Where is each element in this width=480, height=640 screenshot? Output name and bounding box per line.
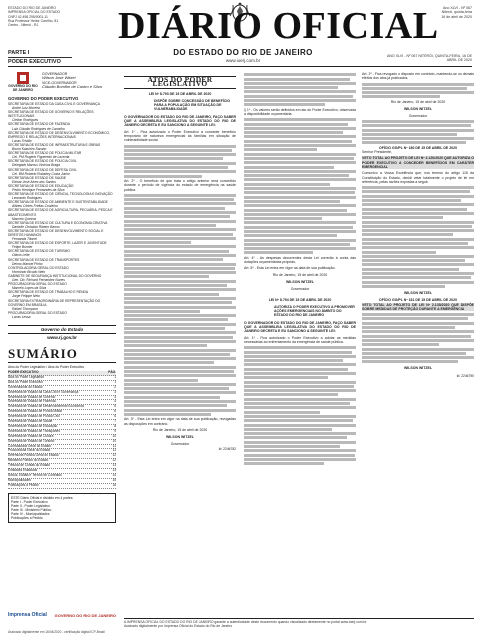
- table-of-contents: [8, 371, 116, 489]
- toc-page: 6: [114, 414, 116, 419]
- state-line: DO ESTADO DO RIO DE JANEIRO: [173, 48, 313, 57]
- secretariat-name: SECRETARIA DE ESTADO DE CIÊNCIA, TECNOLOGIA E INOVAÇÃO: [8, 192, 113, 197]
- salutation: Senhor Presidente,: [362, 150, 392, 155]
- toc-page: 10: [112, 438, 116, 443]
- toc-label: Secretaria de Estado de Governo: [8, 394, 56, 399]
- oficio-title: OFÍCIO GG/PL Nº 181 DE 15 DE ABRIL DE 2020: [378, 298, 458, 303]
- signer-title: Governador: [408, 114, 428, 119]
- secretariat-name: SECRETARIA DE ESTADO DA CASA CIVIL E GOVERNANÇA: [8, 102, 100, 106]
- toc-page: 3: [114, 389, 116, 394]
- website-url[interactable]: www.rj.gov.br: [47, 334, 77, 340]
- secretary-name: Delmo Manoel Pinho: [12, 261, 43, 266]
- toc-label: Controladoria Geral do Estado: [8, 443, 52, 448]
- toc-page: 11: [112, 448, 116, 453]
- website-label: Governo do Estado: [8, 325, 116, 334]
- secretariat-name: SECRETARIA DE ESTADO DE TRABALHO E RENDA: [8, 290, 89, 295]
- body-text-block: [362, 313, 474, 363]
- part-name: PODER EXECUTIVO: [8, 58, 61, 65]
- law-intro: O GOVERNADOR DO ESTADO DO RIO DE JANEIRO, FAÇO SABER QUE A ASSEMBLEIA LEGISLATIVA DO ESTADO DO RIO DE JANEIRO DECRETA E EU SANCIONO A SEGUINTE LEI:: [124, 114, 236, 128]
- secretary-name: Rafael Thompson: [12, 306, 39, 311]
- part-number: PARTE I: [8, 50, 30, 56]
- secretariat-list: [8, 102, 116, 319]
- secretary-name: Leonardo Rodrigues: [12, 196, 42, 201]
- secretariat-name: PROCURADORIA GERAL DO ESTADO: [8, 282, 67, 287]
- toc-page: 15: [112, 477, 116, 482]
- secretariat-name: GABINETE DE SEGURANÇA INSTITUCIONAL DO GOVERNO: [8, 273, 102, 278]
- footer-rule: [124, 618, 474, 619]
- signer-name: WILSON WITZEL: [404, 290, 432, 295]
- parte-item: Parte III - Ministério Público: [11, 508, 52, 512]
- secretary-name: Marcelo Queiroz: [12, 216, 37, 221]
- body-text-block: [244, 346, 356, 465]
- poder-title: GOVERNO DO PODER EXECUTIVO: [8, 96, 79, 101]
- secretariat-name: PROCURADORIA GERAL DO ESTADO: [8, 310, 67, 315]
- law-ementa: AUTORIZA O PODER EXECUTIVO A PROMOVER AÇÕES EMERGENCIAIS NO ÂMBITO DO ESTADO DO RIO DE JANEIRO: [274, 304, 355, 318]
- government-header: [8, 72, 116, 92]
- partes-box: [8, 493, 116, 524]
- toc-page: 2: [114, 384, 116, 389]
- parte-item: Publicações a Pedido: [11, 516, 43, 521]
- secretariat-name: SECRETARIA DE ESTADO DE TRANSPORTES: [8, 257, 80, 262]
- signer-name: WILSON WITZEL: [404, 107, 432, 112]
- column-4: [362, 72, 474, 378]
- secretariat-name: SECRETARIA DE ESTADO DE POLÍCIA CIVIL: [8, 159, 77, 164]
- secretary-name: Felipe Bornier: [12, 245, 33, 250]
- toc-page: 4: [114, 399, 116, 404]
- date-line: Rio de Janeiro, 15 de abril de 2020: [390, 99, 446, 104]
- right-info-line: Ano XLVI - Nº 067: [442, 6, 472, 10]
- parte-item: Parte I - Poder Executivo: [11, 499, 48, 504]
- toc-label: Secretaria de Estado de Polícia Civil: [8, 414, 60, 419]
- article: Art. 5º - Esta Lei entra em vigor na data de sua publicação.: [244, 266, 336, 271]
- toc-label: Ministério Público do Estado: [8, 458, 49, 463]
- toc-label: Atos do Poder Legislativo: [8, 374, 45, 379]
- secretariat-name: SECRETARIA DE ESTADO DE CULTURA E ECONOMIA CRIATIVA: [8, 220, 108, 225]
- vice-name: Cláudio Bomfim de Castro e Silva: [42, 84, 102, 90]
- secretary-name: Gen. Div. Richard Fernandez Nunes: [12, 278, 65, 283]
- signature-notice: Assinado digitalmente por Imprensa Oficial do Estado do Rio de Janeiro: [124, 624, 233, 629]
- secretary-name: Bruno Kazuhiro Sarubo: [12, 147, 47, 152]
- authenticity-notice: A IMPRENSA OFICIAL DO ESTADO DO RIO DE JANEIRO garante a autenticidade deste documento quando visualizado diretamente no portal www.ioerj.com.br: [124, 620, 367, 624]
- date-line: Rio de Janeiro, 15 de abril de 2020: [272, 272, 328, 277]
- secretary-name: Otávio Leite: [12, 253, 30, 258]
- masthead: [0, 0, 480, 65]
- law-title: LEI Nº 8.794 DE 15 DE ABRIL DE 2020: [268, 297, 332, 302]
- article: Art. 2º - Fica revogado o disposto em contrário, mantendo-se os demais efeitos dos atos já praticados.: [362, 72, 474, 81]
- signer-title: Governador: [290, 287, 310, 292]
- law-title: LEI Nº 8.793 DE 15 DE ABRIL DE 2020: [148, 91, 212, 96]
- secretariat-name: SECRETARIA DE ESTADO DE EDUCAÇÃO: [8, 183, 74, 188]
- vice-title: VICE-GOVERNADOR: [42, 80, 77, 85]
- secretariat-name: SECRETARIA DE ESTADO DE AMBIENTE E SUSTENTABILIDADE: [8, 200, 108, 205]
- secretariat-name: SECRETARIA EXTRAORDINÁRIA DE REPRESENTAÇÃO DO GOVERNO EM BRASÍLIA: [8, 298, 101, 307]
- toc-label: Procuradoria Geral do Estado: [8, 448, 51, 453]
- secretariat-name: SECRETARIA DE ESTADO DE DESENVOLVIMENTO SOCIAL E DIREITOS HUMANOS: [8, 228, 104, 237]
- toc-header-page: PÁG.: [108, 369, 116, 374]
- governor-name: Wilson José Witzel: [42, 75, 76, 81]
- toc-page: 1: [114, 379, 116, 384]
- site-url[interactable]: www.ioerj.com.br: [225, 58, 261, 63]
- sumario: [8, 346, 116, 523]
- secretariat-name: SECRETARIA DE ESTADO DE INFRAESTRUTURA E OBRAS: [8, 142, 101, 147]
- right-info-line: Niterói, quinta-feira: [441, 10, 472, 15]
- secretary-name: Luiz Cláudio Rodrigues de Carvalho: [12, 126, 65, 131]
- footer-notice: [124, 620, 474, 628]
- toc-page: 3: [114, 394, 116, 399]
- document-id: Id: 2246782: [218, 446, 236, 451]
- left-info-line: IMPRENSA OFICIAL DO ESTADO: [8, 10, 61, 15]
- toc-page: 12: [112, 458, 116, 463]
- masthead-rule: [8, 66, 472, 67]
- toc-label: Governadoria do Estado: [8, 384, 43, 389]
- column-2: [124, 72, 236, 451]
- governor-title: GOVERNADOR: [42, 72, 68, 76]
- right-info-line: 16 de abril de 2020: [441, 14, 472, 19]
- article: Art. 1º - Fica autorizado o Poder Executivo a conceder benefício temporário de natureza emergencial às famílias em situação de vulnerabilidade social.: [124, 129, 236, 143]
- toc-label: Secretaria de Estado de Cultura: [8, 433, 54, 438]
- body-text-block: [362, 186, 474, 288]
- left-column: [8, 72, 116, 612]
- veto-highlight: VETO TOTAL AO PROJETO DE LEI Nº 2.120/2020 QUE AUTORIZA O PODER EXECUTIVO A CONCEDER BENEFÍCIOS EM CARÁTER EMERGENCIAL: [362, 156, 474, 169]
- part-divider: [8, 57, 72, 58]
- secretariat-name: SECRETARIA DE ESTADO DE DESENVOLVIMENTO ECONÔMICO, EMPREGO E RELAÇÕES INTERNACIONAIS: [8, 130, 110, 139]
- toc-page: 16: [112, 482, 116, 487]
- secretary-name: Lucas Lessa: [12, 314, 31, 319]
- law-intro: O GOVERNADOR DO ESTADO DO RIO DE JANEIRO, FAÇO SABER QUE A ASSEMBLEIA LEGISLATIVA DO ESTADO DO RIO DE JANEIRO DECRETA E EU SANCIONO A SEGUINTE LEI:: [244, 320, 356, 334]
- toc-label: Secretaria de Estado de Desenvolvimento Econômico: [8, 404, 85, 409]
- secretariat-name: SECRETARIA DE ESTADO DE DEFESA CIVIL: [8, 167, 77, 172]
- secretary-name: Danielle Christian Ribeiro Barros: [12, 224, 60, 229]
- secretary-name: Lucas Tristão: [12, 138, 32, 143]
- secretary-name: Cel. BM Roberto Robadey Costa Junior: [12, 171, 70, 176]
- left-info-line: Rua Professor Heitor Carrilho, 81: [8, 18, 59, 23]
- masthead-title-block: [118, 5, 439, 48]
- secretariat-name: SECRETARIA DE ESTADO DE POLÍCIA MILITAR: [8, 151, 82, 156]
- left-info-line: ESTADO DO RIO DE JANEIRO: [8, 6, 56, 10]
- toc-label: Secretaria de Estado da Casa Civil e Governança: [8, 389, 79, 394]
- toc-header-label: PODER EXECUTIVO: [8, 369, 39, 374]
- signer-title: Governador: [170, 442, 190, 447]
- toc-page: 10: [112, 433, 116, 438]
- body-text-block: [362, 83, 474, 99]
- secretary-name: Hormindo Bicudo Neto: [12, 269, 46, 274]
- footer-logos: [8, 612, 116, 618]
- rj-logo-icon: [17, 72, 29, 84]
- signer-name: WILSON WITZEL: [404, 366, 432, 371]
- law-ementa: DISPÕE SOBRE CONCESSÃO DE BENEFÍCIO PARA A POPULAÇÃO EM SITUAÇÃO DE VULNERABILIDADE: [154, 98, 231, 112]
- document-id: Id: 2246790: [456, 373, 474, 378]
- masthead-left-info: [8, 6, 98, 65]
- toc-label: Entidades Estaduais: [8, 468, 38, 473]
- secretary-name: André Luiz Moreira: [12, 106, 40, 111]
- toc-row[interactable]: [8, 484, 116, 489]
- toc-label: Tribunal de Contas do Estado: [8, 463, 51, 468]
- body-text-block: [244, 118, 356, 254]
- toc-page: 6: [114, 409, 116, 414]
- toc-label: Secretaria de Estado de Saúde: [8, 419, 53, 424]
- toc-label: Atos do Poder Executivo: [8, 379, 43, 384]
- imprensa-oficial-logo: Imprensa Oficial: [8, 612, 47, 618]
- newspaper-title: DIÁRIO OFICIAL: [118, 5, 439, 47]
- secretariat-name: SECRETARIA DE ESTADO DE ESPORTE, LAZER E JUVENTUDE: [8, 241, 107, 246]
- toc-label: Secretaria de Estado de Transportes: [8, 428, 60, 433]
- toc-label: Secretaria de Estado de Turismo: [8, 438, 55, 443]
- article: Art. 1º - Fica autorizado o Poder Executivo a adotar as medidas necessárias ao enfrentamento da emergência de saúde pública.: [244, 335, 356, 344]
- masthead-right-info: [386, 6, 472, 63]
- article: Art. 2º - O benefício de que trata o artigo anterior será concedido durante o período de vigência do estado de emergência na saúde pública.: [124, 178, 236, 192]
- body-text-block: [124, 194, 236, 416]
- toc-label: Municipalidades: [8, 477, 31, 482]
- government-logo: [8, 72, 38, 92]
- toc-page: 5: [114, 404, 116, 409]
- article: Art. 3º - Esta Lei entra em vigor na data de sua publicação, revogadas as disposições em contrário.: [124, 417, 236, 426]
- section-heading: ATOS DO PODER LEGISLATIVO: [124, 76, 236, 89]
- column-3: [244, 72, 356, 467]
- secretariat-name: SECRETARIA DE ESTADO DE AGRICULTURA, PECUÁRIA, PESCA E ABASTECIMENTO: [8, 208, 113, 217]
- sumario-title: SUMÁRIO: [8, 346, 116, 363]
- body-text-block: [362, 120, 474, 144]
- parte-item: Parte II - Poder Legislativo: [11, 503, 50, 508]
- toc-page: 13: [112, 463, 116, 468]
- logo-label: GOVERNO DO RIO DE JANEIRO: [8, 84, 38, 92]
- sumario-intro: Atos do Poder Legislativo / Atos do Poder Executivo: [8, 364, 85, 369]
- body-text-block: [244, 73, 356, 106]
- signer-name: WILSON WITZEL: [286, 279, 314, 284]
- secretary-name: Pedro Henrique Fernandes da Silva: [12, 187, 65, 192]
- toc-page: 1: [114, 374, 116, 379]
- signer-name: WILSON WITZEL: [166, 435, 194, 440]
- toc-page: 13: [112, 468, 116, 473]
- veto-highlight: VETO TOTAL AO PROJETO DE LEI Nº 2.135/2020 QUE DISPÕE SOBRE MEDIDAS DE PROTEÇÃO DURANTE A EMERGÊNCIA: [362, 302, 474, 311]
- partes-title: ESTE Diário Oficial é dividido em 4 partes:: [11, 495, 74, 500]
- secretary-name: Jorge Felippe Neto: [12, 294, 40, 299]
- date-line: Rio de Janeiro, 15 de abril de 2020: [152, 427, 208, 432]
- toc-page: 14: [112, 473, 116, 477]
- article: Art. 4º - As despesas decorrentes desta Lei correrão à conta das dotações orçamentárias próprias.: [244, 255, 356, 265]
- secretariat-name: SECRETARIA DE ESTADO DE SAÚDE: [8, 175, 67, 180]
- secretariat-name: CONTROLADORIA GERAL DO ESTADO: [8, 265, 69, 270]
- secretariat-name: SECRETARIA DE ESTADO DE GOVERNO E RELAÇÕES INSTITUCIONAIS: [8, 110, 94, 119]
- toc-label: Avisos, Editais e Termos de Contratos: [8, 473, 62, 477]
- article-paragraph: § 1º - Os valores serão definidos em ato do Poder Executivo, observada a disponibilidade orçamentária.: [244, 107, 356, 116]
- part-label: [8, 50, 98, 65]
- parte-item: Parte IV - Municipalidades: [11, 512, 50, 517]
- secretariat-name: SECRETARIA DE ESTADO DE TURISMO: [8, 249, 70, 254]
- secretary-name: Delegado Marcus Vinícius Braga: [12, 163, 60, 168]
- secretary-name: Edmar José Alves dos Santos: [12, 179, 56, 184]
- left-info-line: CNPJ 42.498.295/0001-11: [8, 14, 48, 19]
- issue-line: ANO XLVI - Nº 067 NITERÓI, QUINTA-FEIRA, 16 DE ABRIL DE 2020: [386, 54, 472, 63]
- toc-label: Publicações a Pedido: [8, 482, 39, 487]
- toc-page: 11: [112, 443, 116, 448]
- toc-label: Secretaria de Estado de Fazenda: [8, 399, 56, 404]
- toc-page: 12: [112, 453, 116, 458]
- secretary-name: Marcelo Lopes da Silva: [12, 286, 47, 291]
- oficio-body: Comunico a Vossa Excelência que, nos termos do artigo 115 da Constituição do Estado, decidi vetar totalmente o projeto de lei em referência, pelas razões expostas a seguir.: [362, 171, 474, 184]
- toc-page: 9: [114, 428, 116, 433]
- oficio-title: OFÍCIO GG/PL Nº 180 DE 15 DE ABRIL DE 2020: [378, 145, 458, 150]
- toc-label: Secretaria de Estado de Educação: [8, 423, 58, 428]
- body-text-block: [124, 145, 236, 178]
- toc-label: Defensoria Pública Geral do Estado: [8, 453, 59, 458]
- secretary-name: Cleiton Rodrigues: [12, 118, 39, 123]
- left-info-line: Centro - Niterói - RJ: [8, 23, 39, 28]
- toc-label: Secretaria de Estado de Polícia Militar: [8, 409, 63, 414]
- secretary-name: Fernanda Titonel: [12, 237, 37, 242]
- toc-page: 7: [114, 419, 116, 424]
- website-box: [8, 325, 116, 340]
- secretary-name: Cel. PM Rogério Figueredo de Lacerda: [12, 155, 70, 160]
- toc-page: 8: [114, 423, 116, 428]
- secretariat-name: SECRETARIA DE ESTADO DE FAZENDA: [8, 122, 70, 127]
- governo-rj-logo: GOVERNO DO RIO DE JANEIRO: [54, 612, 116, 618]
- bottom-note: Assinado digitalmente em 16/04/2020 - certificação digital ICP-Brasil: [8, 630, 105, 634]
- governor-names: [42, 72, 102, 90]
- secretary-name: Altineu Côrtes Freitas Coutinho: [12, 204, 58, 209]
